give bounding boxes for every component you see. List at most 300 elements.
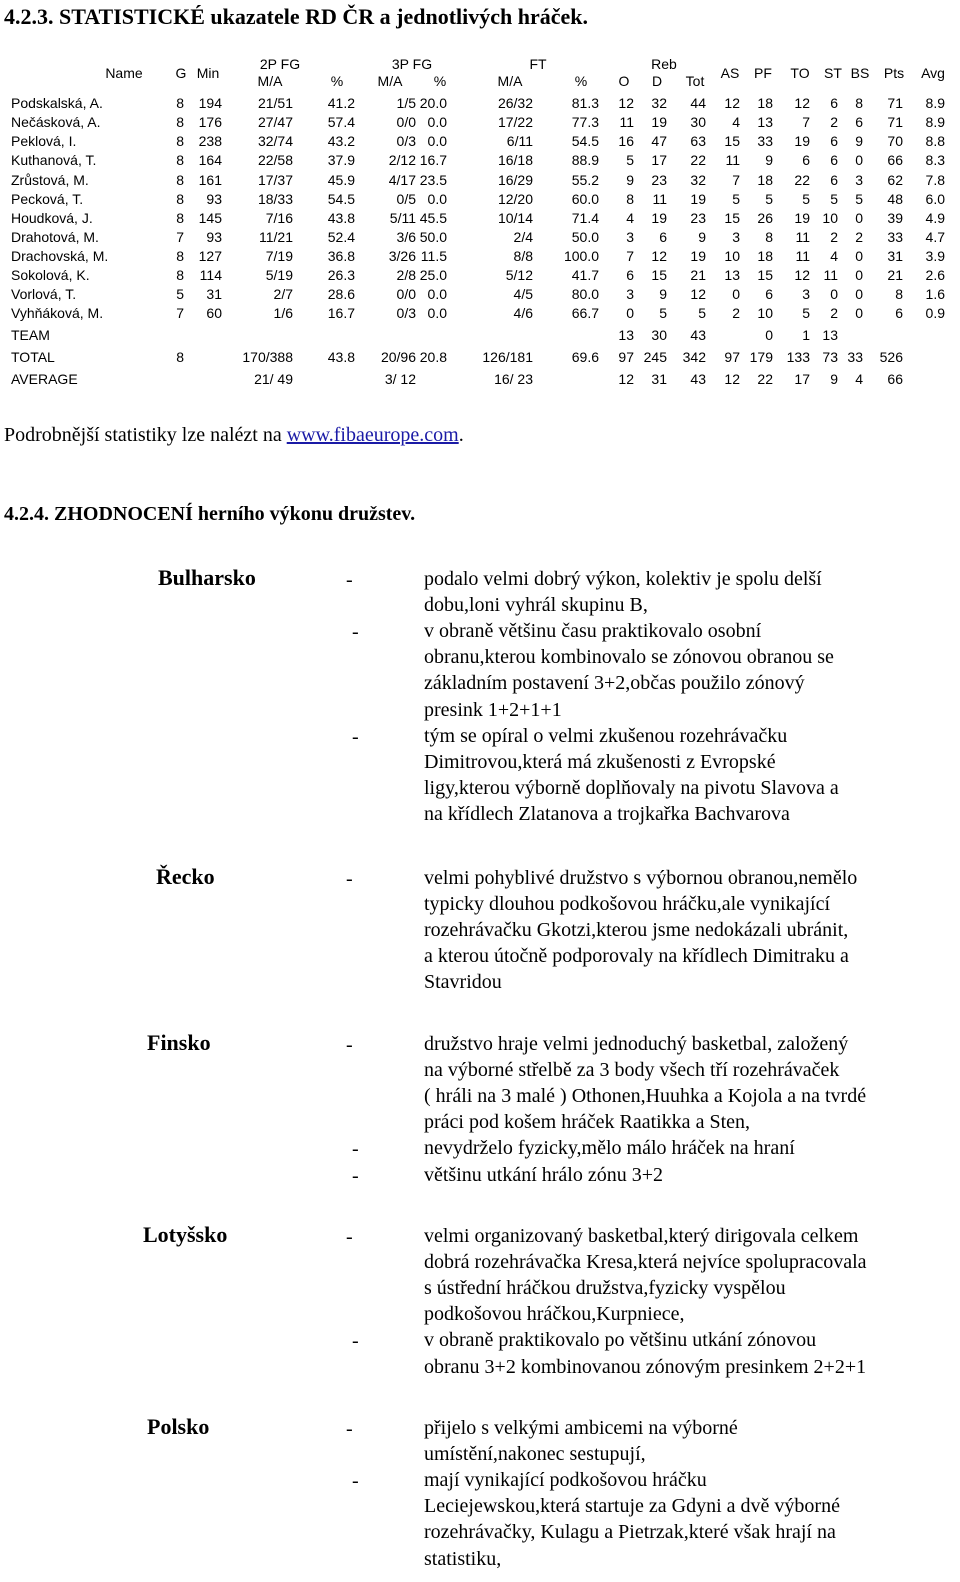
cell-ft-ma: 12/20	[497, 191, 533, 207]
cell-to: 3	[802, 286, 810, 302]
cell-fg3-pct: 45.5	[419, 210, 447, 226]
cell-g: 8	[176, 349, 184, 365]
header-min: Min	[196, 65, 220, 81]
cell-st: 11	[823, 267, 838, 283]
header-2p-pct: %	[330, 73, 344, 89]
cell-min: 93	[206, 229, 222, 245]
cell-st: 10	[822, 210, 838, 226]
cell-reb-tot: 63	[690, 133, 706, 149]
cell-pts: 6	[895, 305, 903, 321]
evaluation-line: dobrá rozehrávačka Kresa,která nejvíce spolupracovala	[424, 1251, 867, 1274]
cell-fg3-ma: 1/5	[396, 95, 416, 111]
cell-fg3-pct: 20.8	[419, 349, 447, 365]
evaluation-line: většinu utkání hrálo zónu 3+2	[424, 1163, 664, 1186]
cell-ft-pct: 100.0	[563, 248, 599, 264]
cell-g: 8	[176, 248, 184, 264]
cell-avg: 4.7	[925, 229, 945, 245]
evaluation-line: Dimitrovou,která má zkušenosti z Evropské	[424, 750, 776, 773]
cell-bs: 6	[855, 114, 863, 130]
evaluation-line: podalo velmi dobrý výkon, kolektiv je spolu delší	[424, 568, 822, 590]
cell-reb-tot: 5	[698, 305, 706, 321]
cell-min: 127	[198, 248, 222, 264]
cell-reb-tot: 12	[690, 286, 706, 302]
cell-ft-pct: 50.0	[571, 229, 599, 245]
cell-fg3-pct: 0.0	[427, 305, 447, 321]
cell-reb-tot: 23	[690, 210, 706, 226]
cell-g: 8	[176, 172, 184, 188]
evaluation-line: rozehrávačky, Kulagu a Pietrzak,které však hrají na	[424, 1521, 836, 1544]
cell-pts: 8	[895, 286, 903, 302]
cell-fg3-ma: 0/0	[396, 114, 416, 130]
cell-avg: 4.9	[925, 210, 945, 226]
cell-as: 4	[732, 114, 740, 130]
cell-as: 5	[732, 191, 740, 207]
evaluation-line: v obraně většinu času praktikovalo osobní	[424, 620, 762, 643]
cell-reb-o: 4	[626, 210, 634, 226]
cell-pts: 31	[887, 248, 903, 264]
cell-fg2-pct: 41.2	[327, 95, 355, 111]
cell-fg2-ma: 18/33	[257, 191, 293, 207]
cell-reb-d: 47	[651, 133, 667, 149]
cell-bs: 0	[855, 267, 863, 283]
cell-name: Kuthanová, T.	[11, 152, 97, 168]
cell-fg2-pct: 36.8	[327, 248, 355, 264]
evaluation-title: 4.2.4. ZHODNOCENÍ herního výkonu družstev.	[4, 503, 416, 525]
bullet-dash: -	[352, 1330, 359, 1353]
cell-pf: 6	[765, 286, 773, 302]
evaluation-line: družstvo hraje velmi jednoduchý basketbal, založený	[424, 1033, 849, 1055]
header-to: TO	[790, 65, 810, 81]
header-reb: Reb	[651, 56, 677, 72]
cell-pf: 18	[757, 95, 773, 111]
cell-ft-pct: 71.4	[571, 210, 599, 226]
cell-to: 17	[794, 371, 810, 387]
cell-as: 15	[724, 133, 740, 149]
evaluation-line: velmi organizovaný basketbal,který dirigovala celkem	[424, 1225, 859, 1247]
cell-st: 2	[830, 229, 838, 245]
evaluation-line: rozehrávačku Gkotzi,kterou jsme nedokázali ubránit,	[424, 919, 849, 942]
cell-reb-o: 8	[626, 191, 634, 207]
cell-fg2-ma: 2/7	[273, 286, 293, 302]
cell-reb-d: 245	[643, 349, 667, 365]
cell-reb-o: 12	[618, 95, 634, 111]
cell-pf: 18	[757, 248, 773, 264]
cell-fg2-ma: 11/21	[259, 229, 293, 245]
header-ft: FT	[529, 56, 547, 72]
cell-fg3-ma: 3/26	[388, 248, 416, 264]
cell-avg: 1.6	[925, 286, 945, 302]
cell-pf: 18	[757, 172, 773, 188]
bullet-dash: -	[352, 1164, 359, 1187]
cell-pf: 13	[757, 114, 773, 130]
evaluation-line: presink 1+2+1+1	[424, 698, 562, 721]
cell-bs: 0	[855, 152, 863, 168]
header-3p-fg: 3P FG	[391, 56, 433, 72]
cell-reb-tot: 43	[690, 371, 706, 387]
cell-as: 10	[724, 248, 740, 264]
cell-reb-d: 30	[651, 327, 667, 343]
cell-st: 5	[830, 191, 838, 207]
cell-as: 3	[732, 229, 740, 245]
cell-reb-o: 11	[619, 114, 634, 130]
cell-st: 6	[830, 95, 838, 111]
cell-to: 19	[794, 210, 810, 226]
cell-fg2-pct: 28.6	[327, 286, 355, 302]
cell-ft-ma: 8/8	[513, 248, 533, 264]
team-name: Bulharsko	[158, 565, 256, 590]
cell-g: 8	[176, 95, 184, 111]
cell-reb-d: 19	[651, 210, 667, 226]
cell-ft-ma: 126/181	[482, 349, 533, 365]
cell-name: Podskalská, A.	[11, 95, 103, 111]
cell-g: 7	[176, 229, 184, 245]
cell-reb-d: 31	[651, 371, 667, 387]
cell-reb-o: 3	[626, 286, 634, 302]
evaluation-line: statistiku,	[424, 1547, 502, 1570]
evaluation-line: Leciejewskou,která startuje za Gdyni a dvě výborné	[424, 1495, 840, 1518]
cell-ft-pct: 54.5	[571, 133, 599, 149]
cell-fg2-ma: 5/19	[265, 267, 293, 283]
cell-ft-pct: 66.7	[571, 305, 599, 321]
cell-pf: 10	[757, 305, 773, 321]
cell-pts: 66	[887, 371, 903, 387]
cell-pts: 70	[887, 133, 903, 149]
cell-min: 145	[198, 210, 222, 226]
evaluation-line: podkošovou hráčkou,Kurpniece,	[424, 1303, 685, 1326]
cell-fg3-pct: 0.0	[427, 133, 447, 149]
cell-reb-o: 16	[618, 133, 634, 149]
cell-reb-tot: 44	[690, 95, 706, 111]
evaluation-line: typicky dlouhou podkošovou hráčku,ale vynikající	[424, 893, 831, 916]
more-stats-text: Podrobnější statistiky lze nalézt na	[4, 424, 287, 446]
cell-as: 2	[732, 305, 740, 321]
cell-ft-ma: 4/6	[513, 305, 533, 321]
cell-fg3-ma: 3/ 12	[384, 371, 416, 387]
bullet-dash: -	[346, 1034, 353, 1056]
cell-pts: 62	[887, 172, 903, 188]
cell-reb-tot: 32	[690, 172, 706, 188]
cell-pts: 21	[887, 267, 903, 283]
cell-bs: 2	[855, 229, 863, 245]
bullet-dash: -	[346, 1226, 353, 1248]
cell-name: Drachovská, M.	[11, 248, 109, 264]
cell-to: 5	[802, 305, 810, 321]
cell-pts: 33	[887, 229, 903, 245]
cell-fg2-pct: 26.3	[327, 267, 355, 283]
cell-st: 6	[830, 172, 838, 188]
cell-to: 12	[794, 95, 810, 111]
cell-g: 8	[176, 210, 184, 226]
cell-pf: 179	[749, 349, 773, 365]
cell-avg: 2.6	[925, 267, 945, 283]
cell-fg3-ma: 0/3	[396, 133, 416, 149]
cell-fg3-pct: 23.5	[419, 172, 447, 188]
cell-reb-d: 5	[659, 305, 667, 321]
cell-min: 60	[206, 305, 222, 321]
cell-min: 238	[198, 133, 222, 149]
cell-min: 93	[206, 191, 222, 207]
bullet-dash: -	[346, 868, 353, 890]
cell-reb-tot: 19	[690, 248, 706, 264]
cell-name: Sokolová, K.	[11, 267, 90, 283]
evaluation-line: s ústřední hráčkou družstva,fyzicky vyspělou	[424, 1277, 786, 1300]
evaluation-line: práci pod košem hráček Raatikka a Sten,	[424, 1111, 750, 1134]
cell-fg3-pct: 11.5	[420, 248, 447, 264]
cell-to: 19	[794, 133, 810, 149]
cell-g: 7	[176, 305, 184, 321]
cell-fg3-pct: 0.0	[427, 191, 447, 207]
cell-fg2-ma: 7/19	[265, 248, 293, 264]
cell-g: 8	[176, 152, 184, 168]
cell-fg2-ma: 170/388	[242, 349, 293, 365]
cell-ft-ma: 4/5	[513, 286, 533, 302]
cell-fg3-ma: 20/96	[380, 349, 416, 365]
cell-as: 15	[724, 210, 740, 226]
cell-st: 0	[830, 286, 838, 302]
evaluation-line: Stavridou	[424, 971, 502, 994]
more-stats-after: .	[458, 424, 464, 446]
cell-st: 4	[830, 248, 838, 264]
cell-bs: 0	[855, 248, 863, 264]
cell-to: 22	[794, 172, 810, 188]
evaluation-line: mají vynikající podkošovou hráčku	[424, 1469, 707, 1492]
cell-g: 8	[176, 114, 184, 130]
cell-fg2-ma: 1/6	[273, 305, 293, 321]
cell-avg: 0.9	[925, 305, 945, 321]
fibaeurope-link[interactable]: www.fibaeurope.com	[286, 424, 459, 446]
cell-as: 11	[725, 152, 740, 168]
cell-pf: 9	[765, 152, 773, 168]
cell-to: 133	[786, 349, 810, 365]
cell-name: Pecková, T.	[11, 191, 84, 207]
evaluation-line: tým se opíral o velmi zkušenou rozehrávačku	[424, 724, 788, 747]
evaluation-line: základním postavení 3+2,občas použilo zónový	[424, 672, 805, 695]
cell-avg: 7.8	[925, 172, 945, 188]
cell-bs: 8	[855, 95, 863, 111]
bullet-dash: -	[346, 1418, 353, 1440]
evaluation-line: velmi pohyblivé družstvo s výbornou obranou,nemělo	[424, 867, 858, 889]
cell-avg: 3.9	[925, 248, 945, 264]
cell-reb-o: 12	[618, 371, 634, 387]
evaluation-line: ligy,kterou výborně doplňovaly na pivotu Slavova a	[424, 776, 839, 799]
header-reb-o: O	[618, 73, 630, 89]
cell-to: 12	[794, 267, 810, 283]
cell-reb-d: 6	[659, 229, 667, 245]
cell-pf: 33	[757, 133, 773, 149]
header-2p-fg: 2P FG	[259, 56, 301, 72]
cell-fg3-ma: 2/12	[388, 152, 416, 168]
cell-g: 5	[176, 286, 184, 302]
cell-ft-ma: 16/29	[497, 172, 533, 188]
bullet-dash: -	[352, 1470, 359, 1493]
more-stats-note	[4, 424, 464, 447]
cell-reb-d: 32	[651, 95, 667, 111]
cell-g: 8	[176, 133, 184, 149]
cell-pf: 8	[765, 229, 773, 245]
cell-st: 6	[830, 133, 838, 149]
cell-fg3-ma: 0/5	[396, 191, 416, 207]
cell-pts: 526	[879, 349, 903, 365]
cell-ft-pct: 41.7	[571, 267, 599, 283]
evaluation-line: ( hráli na 3 malé ) Othonen,Huuhka a Kojola a na tvrdé	[424, 1085, 867, 1108]
cell-name: Zrůstová, M.	[11, 172, 89, 188]
cell-fg2-pct: 54.5	[327, 191, 355, 207]
cell-bs: 0	[855, 286, 863, 302]
cell-reb-tot: 30	[690, 114, 706, 130]
cell-pts: 39	[887, 210, 903, 226]
cell-fg3-pct: 0.0	[427, 286, 447, 302]
team-name: Lotyšsko	[143, 1222, 228, 1247]
cell-st: 73	[822, 349, 838, 365]
cell-reb-tot: 342	[682, 349, 706, 365]
header-as: AS	[720, 65, 740, 81]
cell-name: Drahotová, M.	[11, 229, 99, 245]
bullet-dash: -	[352, 1138, 359, 1161]
cell-as: 97	[724, 349, 740, 365]
cell-fg2-pct: 43.8	[327, 349, 355, 365]
cell-bs: 0	[855, 305, 863, 321]
cell-fg3-pct: 20.0	[419, 95, 447, 111]
cell-ft-ma: 5/12	[505, 267, 533, 283]
header-2p-ma: M/A	[257, 73, 283, 89]
cell-ft-ma: 2/4	[513, 229, 533, 245]
cell-ft-pct: 69.6	[571, 349, 599, 365]
cell-fg3-pct: 0.0	[427, 114, 447, 130]
cell-avg: 8.8	[925, 133, 945, 149]
cell-st: 6	[830, 152, 838, 168]
evaluation-line: dobu,loni vyhrál skupinu B,	[424, 594, 648, 617]
cell-st: 13	[822, 327, 838, 343]
evaluation-line: umístění,nakonec sestupují,	[424, 1443, 646, 1466]
cell-fg2-ma: 32/74	[257, 133, 293, 149]
cell-min: 114	[199, 267, 222, 283]
cell-reb-o: 97	[618, 349, 634, 365]
cell-to: 7	[802, 114, 810, 130]
cell-as: 13	[724, 267, 740, 283]
cell-ft-pct: 55.2	[571, 172, 599, 188]
cell-bs: 5	[855, 191, 863, 207]
cell-avg: 8.3	[925, 152, 945, 168]
cell-reb-d: 19	[651, 114, 667, 130]
cell-fg2-pct: 16.7	[327, 305, 355, 321]
header-reb-tot: Tot	[685, 73, 705, 89]
cell-ft-ma: 10/14	[497, 210, 533, 226]
header-ft-pct: %	[574, 73, 588, 89]
team-name: Řecko	[156, 864, 215, 889]
cell-name: TEAM	[11, 327, 50, 343]
cell-pts: 48	[887, 191, 903, 207]
cell-avg: 6.0	[925, 191, 945, 207]
cell-reb-d: 12	[651, 248, 667, 264]
evaluation-line: přijelo s velkými ambicemi na výborné	[424, 1417, 738, 1439]
cell-reb-o: 9	[626, 172, 634, 188]
team-name: Finsko	[147, 1030, 211, 1055]
cell-fg2-pct: 43.8	[327, 210, 355, 226]
cell-min: 194	[198, 95, 222, 111]
cell-to: 1	[802, 327, 810, 343]
cell-reb-d: 23	[651, 172, 667, 188]
cell-fg2-pct: 52.4	[327, 229, 355, 245]
cell-avg: 8.9	[925, 95, 945, 111]
evaluation-line: a kterou útočně podporovaly na křídlech Dimitraku a	[424, 945, 849, 968]
cell-to: 11	[795, 248, 810, 264]
cell-fg3-ma: 2/8	[396, 267, 416, 283]
header-pf: PF	[754, 65, 772, 81]
cell-pf: 26	[757, 210, 773, 226]
cell-min: 176	[198, 114, 222, 130]
header-bs: BS	[850, 65, 870, 81]
evaluation-line: v obraně praktikovalo po většinu utkání zónovou	[424, 1329, 817, 1352]
cell-ft-ma: 17/22	[497, 114, 533, 130]
cell-fg3-pct: 25.0	[419, 267, 447, 283]
cell-min: 31	[206, 286, 222, 302]
evaluation-line: na výborné střelbě za 3 body všech tří rozehrávaček	[424, 1059, 840, 1082]
cell-bs: 4	[855, 371, 863, 387]
cell-ft-pct: 60.0	[571, 191, 599, 207]
cell-pf: 5	[765, 191, 773, 207]
cell-ft-pct: 77.3	[571, 114, 599, 130]
cell-fg2-ma: 7/16	[265, 210, 293, 226]
evaluation-line: obranu,kterou kombinovalo se zónovou obranou se	[424, 646, 834, 669]
cell-as: 0	[732, 286, 740, 302]
cell-bs: 3	[855, 172, 863, 188]
cell-reb-o: 0	[626, 305, 634, 321]
cell-fg3-ma: 0/0	[396, 286, 416, 302]
cell-fg2-ma: 21/ 49	[254, 371, 293, 387]
cell-fg3-pct: 50.0	[419, 229, 447, 245]
cell-ft-ma: 16/18	[497, 152, 533, 168]
cell-reb-tot: 9	[698, 229, 706, 245]
cell-fg2-ma: 27/47	[257, 114, 293, 130]
cell-name: Peklová, I.	[11, 133, 77, 149]
bullet-dash: -	[352, 725, 359, 748]
cell-reb-d: 9	[659, 286, 667, 302]
cell-g: 8	[176, 267, 184, 283]
bullet-dash: -	[346, 569, 353, 591]
cell-as: 7	[732, 172, 740, 188]
cell-st: 2	[830, 305, 838, 321]
cell-pts: 71	[887, 95, 903, 111]
cell-reb-o: 13	[618, 327, 634, 343]
cell-reb-d: 17	[651, 152, 667, 168]
cell-fg3-ma: 5/11	[389, 210, 416, 226]
cell-fg2-pct: 57.4	[327, 114, 355, 130]
cell-reb-tot: 43	[690, 327, 706, 343]
cell-pf: 15	[757, 267, 773, 283]
cell-fg2-pct: 43.2	[327, 133, 355, 149]
player-stats-table	[0, 52, 960, 402]
cell-as: 12	[724, 95, 740, 111]
cell-reb-tot: 19	[690, 191, 706, 207]
cell-fg3-ma: 3/6	[396, 229, 416, 245]
cell-to: 6	[802, 152, 810, 168]
cell-name: Nečásková, A.	[11, 114, 101, 130]
cell-reb-o: 7	[626, 248, 634, 264]
evaluation-line: na křídlech Zlatanova a trojkařka Bachvarova	[424, 802, 790, 825]
cell-st: 9	[830, 371, 838, 387]
cell-ft-pct: 88.9	[571, 152, 599, 168]
header-avg: Avg	[921, 65, 945, 81]
cell-to: 11	[795, 229, 810, 245]
cell-min: 161	[198, 172, 222, 188]
cell-fg2-ma: 22/58	[257, 152, 293, 168]
cell-fg2-ma: 17/37	[257, 172, 293, 188]
header-3p-pct: %	[433, 73, 447, 89]
cell-reb-tot: 22	[690, 152, 706, 168]
cell-reb-tot: 21	[690, 267, 706, 283]
cell-pts: 66	[887, 152, 903, 168]
cell-pf: 0	[765, 327, 773, 343]
